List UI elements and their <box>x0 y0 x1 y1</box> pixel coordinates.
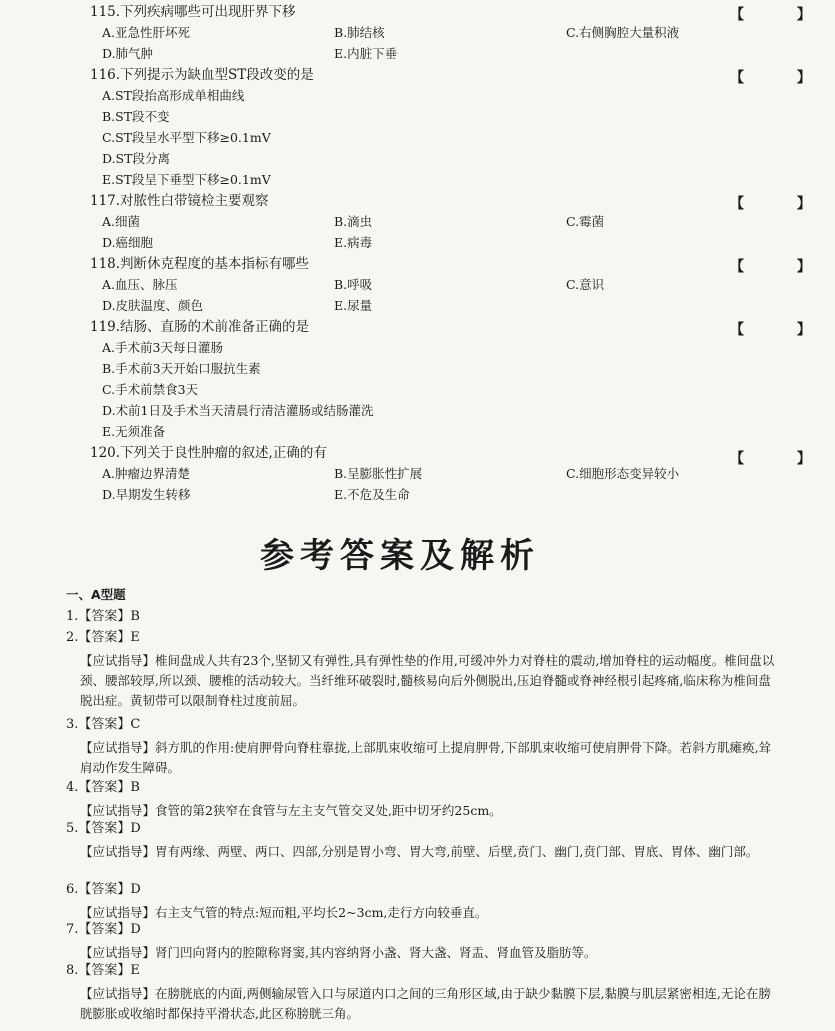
explanation-6: 【应试指导】右主支气管的特点:短而粗,平均长2~3cm,走行方向较垂直。 <box>80 905 488 920</box>
option-a: A.细菌 <box>102 214 141 229</box>
answer-6: 6.【答案】D <box>66 882 141 897</box>
answer-bracket: 【 】 <box>730 7 835 23</box>
option-e: E.内脏下垂 <box>334 46 398 61</box>
option-c: C.右侧胸腔大量积液 <box>566 25 680 40</box>
option-d: D.ST段分离 <box>102 151 170 166</box>
option-e: E.ST段呈下垂型下移≥0.1mV <box>102 172 271 187</box>
option-a: A.血压、脉压 <box>102 277 178 292</box>
question-stem: 117.对脓性白带镜检主要观察 <box>90 193 269 209</box>
question-stem: 119.结肠、直肠的术前准备正确的是 <box>90 319 310 335</box>
explanation-7: 【应试指导】肾门凹向肾内的腔隙称肾窦,其内容纳肾小盏、肾大盏、肾盂、肾血管及脂肪等。 <box>80 945 597 960</box>
answer-5: 5.【答案】D <box>66 821 141 836</box>
explanation-4: 【应试指导】食管的第2狭窄在食管与左主支气管交叉处,距中切牙约25cm。 <box>80 803 502 818</box>
option-e: E.不危及生命 <box>334 487 410 502</box>
answer-bracket: 【 】 <box>730 322 835 338</box>
option-e: E.病毒 <box>334 235 373 250</box>
option-d: D.癌细胞 <box>102 235 154 250</box>
answer-1: 1.【答案】B <box>66 609 140 624</box>
option-d: D.早期发生转移 <box>102 487 191 502</box>
answer-bracket: 【 】 <box>730 451 835 467</box>
answer-3: 3.【答案】C <box>66 717 141 732</box>
option-e: E.无须准备 <box>102 424 166 439</box>
option-c: C.ST段呈水平型下移≥0.1mV <box>102 130 271 145</box>
option-d: D.肺气肿 <box>102 46 154 61</box>
explanation-3: 【应试指导】斜方肌的作用:使肩胛骨向脊柱靠拢,上部肌束收缩可上提肩胛骨,下部肌束收缩可使肩胛骨下降。若斜方肌瘫痪,耸肩动作发生障碍。 <box>80 740 772 775</box>
option-c: C.霉菌 <box>566 214 605 229</box>
option-a: A.亚急性肝坏死 <box>102 25 191 40</box>
answer-bracket: 【 】 <box>730 259 835 275</box>
section-heading: 一、A型题 <box>66 587 126 602</box>
answer-7: 7.【答案】D <box>66 922 141 937</box>
option-b: B.ST段不变 <box>102 109 170 124</box>
answers-heading: 参考答案及解析 <box>260 536 540 576</box>
explanation-8: 【应试指导】在膀胱底的内面,两侧输尿管入口与尿道内口之间的三角形区域,由于缺少黏膜下层,黏膜与肌层紧密相连,无论在膀胱膨胀或收缩时都保持平滑状态,此区称膀胱三角。 <box>80 986 771 1021</box>
answer-4: 4.【答案】B <box>66 780 140 795</box>
option-a: A.肿瘤边界清楚 <box>102 466 191 481</box>
option-d: D.皮肤温度、颜色 <box>102 298 204 313</box>
option-c: C.细胞形态变异较小 <box>566 466 680 481</box>
option-c: C.意识 <box>566 277 605 292</box>
option-e: E.尿量 <box>334 298 373 313</box>
option-a: A.ST段抬高形成单相曲线 <box>102 88 245 103</box>
answer-8: 8.【答案】E <box>66 963 140 978</box>
answer-bracket: 【 】 <box>730 196 835 212</box>
answer-bracket: 【 】 <box>730 70 835 86</box>
option-c: C.手术前禁食3天 <box>102 382 199 397</box>
question-stem: 118.判断休克程度的基本指标有哪些 <box>90 256 310 272</box>
option-b: B.滴虫 <box>334 214 373 229</box>
option-b: B.肺结核 <box>334 25 385 40</box>
question-stem: 116.下列提示为缺血型ST段改变的是 <box>90 67 314 83</box>
option-b: B.手术前3天开始口服抗生素 <box>102 361 261 376</box>
question-stem: 115.下列疾病哪些可出现肝界下移 <box>90 4 296 20</box>
explanation-5: 【应试指导】胃有两缘、两壁、两口、四部,分别是胃小弯、胃大弯,前壁、后壁,贲门、幽门,贲门部、胃底、胃体、幽门部。 <box>80 844 759 859</box>
option-b: B.呈膨胀性扩展 <box>334 466 423 481</box>
option-a: A.手术前3天每日灌肠 <box>102 340 223 355</box>
option-d: D.术前1日及手术当天清晨行清洁灌肠或结肠灌洗 <box>102 403 374 418</box>
option-b: B.呼吸 <box>334 277 373 292</box>
explanation-2: 【应试指导】椎间盘成人共有23个,坚韧又有弹性,具有弹性垫的作用,可缓冲外力对脊柱的震动,增加脊柱的运动幅度。椎间盘以颈、腰部较厚,所以颈、腰椎的活动较大。当纤维环破裂时,髓核易向后外侧脱出,压迫脊髓或脊神经根引起疼痛,临床称为椎间盘脱出症。黄韧带可以限制脊柱过度前屈。 <box>80 653 775 708</box>
answer-2: 2.【答案】E <box>66 630 140 645</box>
question-stem: 120.下列关于良性肿瘤的叙述,正确的有 <box>90 445 327 461</box>
